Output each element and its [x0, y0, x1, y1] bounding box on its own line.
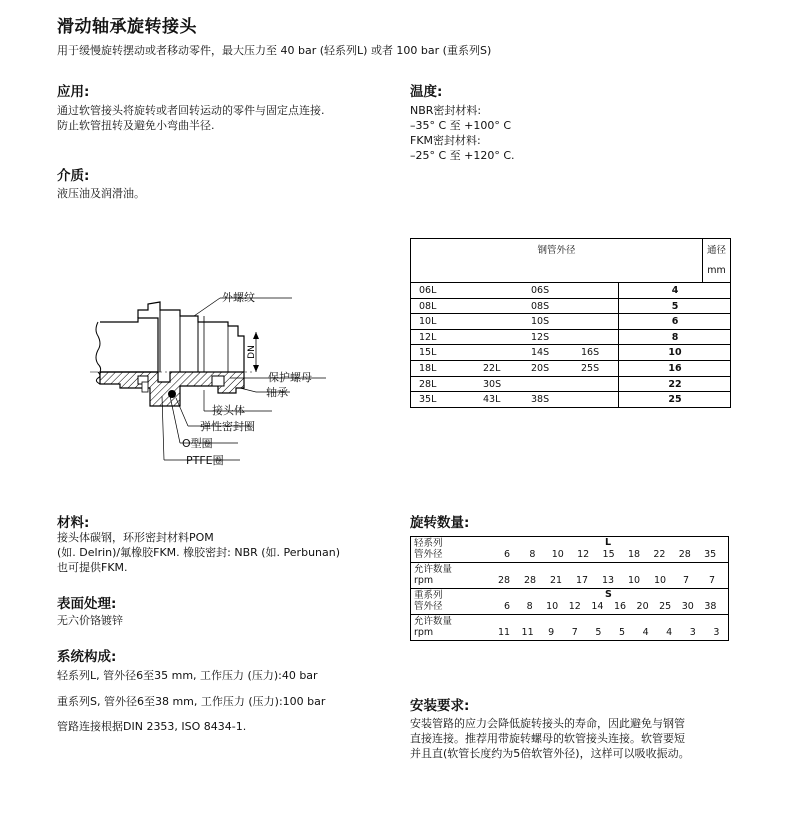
rot-value: 22: [653, 549, 666, 560]
tube-od-cell: 15L: [419, 347, 437, 359]
rot-light-series: L: [605, 537, 612, 548]
rot-value: 9: [548, 627, 555, 638]
rot-heavy-label2: 管外径: [414, 601, 443, 612]
tube-od-cell: 06S: [531, 285, 550, 296]
dn-cell: 8: [618, 330, 731, 345]
rot-value: 8: [529, 549, 536, 560]
rot-value: 13: [601, 575, 615, 586]
tube-od-cell: 10S: [531, 316, 550, 328]
tube-od-cell: 35L: [419, 394, 437, 406]
materials-line: (如. Delrin)/氟橡胶FKM. 橡胶密封: NBR (如. Perbunan): [57, 546, 341, 559]
dn-header: [702, 239, 730, 283]
rot-light-rpm-label2: rpm: [414, 575, 434, 586]
dn-header-unit: mm: [707, 265, 726, 276]
tube-od-cell: 20S: [531, 363, 550, 374]
rot-value: 10: [546, 601, 559, 612]
tube-table-row: [410, 345, 731, 361]
installation-line: 并且直(软管长度约为5倍软管外径)，这样可以吸收振动。: [410, 747, 690, 760]
rot-value: 11: [497, 627, 511, 638]
rot-light-label1: 轻系列: [414, 538, 443, 549]
rot-value: 30: [681, 601, 694, 612]
tube-table-row: [410, 377, 731, 393]
dn-cell: 6: [618, 314, 731, 329]
dn-cell: 5: [618, 299, 731, 314]
rot-value: 12: [577, 549, 590, 560]
dn-cell: 22: [618, 377, 731, 392]
surface-heading: 表面处理:: [57, 596, 117, 612]
tube-od-cell: 22L: [483, 363, 501, 374]
rot-light-tube-row: [411, 537, 728, 563]
tube-table-row: [410, 330, 731, 346]
rot-value: 35: [704, 549, 717, 560]
rot-value: 7: [708, 575, 716, 586]
tube-od-cell: 18L: [419, 363, 437, 374]
rot-heavy-tube-row: [411, 589, 728, 615]
rot-value: 3: [713, 627, 720, 638]
temperature-line: –35° C 至 +100° C: [410, 119, 512, 132]
rot-value: 10: [551, 549, 564, 560]
tube-od-cell: 43L: [483, 394, 501, 406]
rot-value: 12: [568, 601, 581, 612]
rotation-table: [410, 536, 729, 641]
installation-text: [410, 716, 690, 761]
rot-value: 4: [642, 627, 649, 638]
label-o-ring: O型圈: [182, 437, 213, 450]
tube-od-cell: 14S: [531, 347, 550, 359]
application-line: 防止软管扭转及避免小弯曲半径.: [57, 119, 215, 132]
application-line: 通过软管接头将旋转或者回转运动的零件与固定点连接.: [57, 104, 325, 117]
rot-heavy-label: [414, 590, 443, 612]
o-ring-mark: [168, 390, 176, 398]
label-elastic-seal: 弹性密封圈: [200, 420, 255, 433]
dn-label: DN: [247, 345, 257, 359]
temperature-line: NBR密封材料:: [410, 104, 482, 117]
rot-value: 10: [627, 575, 641, 586]
label-ptfe-ring: PTFE圈: [186, 454, 224, 467]
label-nut: 保护螺母: [268, 371, 312, 384]
rot-value: 18: [627, 549, 641, 560]
rotation-heading: 旋转数量:: [410, 515, 470, 531]
tube-table-row: [410, 299, 731, 315]
tube-table-row: [410, 283, 731, 299]
rot-value: 3: [689, 627, 696, 638]
swivel-joint-diagram: [80, 280, 400, 480]
tube-table-header: [411, 239, 731, 283]
tube-od-cell: 16S: [581, 347, 600, 359]
tube-table-row: [410, 361, 731, 377]
rot-value: 6: [503, 549, 511, 560]
rot-heavy-rpm-label2: rpm: [414, 627, 434, 638]
rot-value: 6: [503, 601, 511, 612]
tube-od-cell: 28L: [419, 378, 437, 390]
rot-value: 21: [549, 575, 563, 586]
dn-cell: 25: [618, 392, 731, 407]
temperature-line: FKM密封材料:: [410, 134, 481, 147]
tube-od-cell: 08L: [419, 300, 437, 312]
tube-od-cell: 12S: [531, 331, 550, 343]
system-line-heavy: 重系列S, 管外径6至38 mm, 工作压力 (压力):100 bar: [57, 695, 326, 708]
rot-light-rpm-label: [414, 564, 452, 586]
rot-value: 38: [704, 601, 717, 612]
rot-light-rpm-label1: 允许数量: [414, 564, 453, 575]
rot-heavy-series: S: [605, 589, 612, 600]
medium-text: [57, 186, 145, 201]
system-line-standard: 管路连接根据DIN 2353, ISO 8434-1.: [57, 720, 247, 733]
rot-heavy-rpm-label: [414, 616, 452, 638]
rot-value: 8: [526, 601, 533, 612]
tube-od-cell: 08S: [531, 300, 550, 312]
dn-header-label: 通径: [706, 245, 726, 256]
tube-od-cell: 38S: [531, 394, 550, 406]
installation-heading: 安装要求:: [410, 698, 470, 714]
temperature-text: [410, 103, 515, 163]
dn-cell: 10: [618, 345, 731, 360]
label-outer-thread: 外螺纹: [222, 291, 255, 304]
rot-value: 11: [521, 627, 534, 638]
materials-text: [57, 530, 340, 575]
tube-od-cell: 10L: [419, 316, 437, 328]
rot-value: 14: [591, 601, 604, 612]
materials-line: 接头体碳钢，环形密封材料POM: [57, 531, 214, 544]
rot-value: 28: [523, 575, 537, 586]
tube-od-header: 钢管外径: [411, 239, 703, 283]
rot-value: 7: [682, 575, 690, 586]
rot-value: 16: [613, 601, 627, 612]
surface-text: [57, 613, 123, 628]
system-line-light: 轻系列L, 管外径6至35 mm, 工作压力 (压力):40 bar: [57, 669, 318, 682]
page-subtitle: 用于缓慢旋转摆动或者移动零件，最大压力至 40 bar (轻系列L) 或者 100 bar (重系列S): [57, 44, 492, 57]
installation-line: 直接连接。推荐用带旋转螺母的软管接头连接。软管要短: [410, 732, 685, 745]
application-heading: 应用:: [57, 84, 90, 100]
materials-line: 也可提供FKM.: [57, 561, 128, 574]
tube-table-row: [410, 314, 731, 330]
rot-heavy-rpm-label1: 允许数量: [414, 616, 453, 627]
rot-value: 28: [678, 549, 691, 560]
tube-od-cell: 25S: [581, 363, 600, 374]
tube-size-table: [410, 238, 731, 283]
dn-cell: 16: [618, 361, 731, 376]
rot-value: 10: [653, 575, 667, 586]
label-body: 接头体: [212, 404, 245, 417]
rot-heavy-rpm-row: [411, 615, 728, 640]
tube-od-cell: 06L: [419, 285, 437, 296]
tube-od-cell: 12L: [419, 331, 437, 343]
rot-value: 25: [659, 601, 672, 612]
medium-heading: 介质:: [57, 168, 90, 184]
rot-value: 7: [571, 627, 578, 638]
materials-heading: 材料:: [57, 515, 90, 531]
label-bearing: 轴承: [266, 386, 288, 399]
rot-value: 15: [602, 549, 615, 560]
rot-value: 20: [636, 601, 649, 612]
system-heading: 系统构成:: [57, 649, 117, 665]
rot-value: 4: [666, 627, 673, 638]
temperature-heading: 温度:: [410, 84, 443, 100]
rot-value: 28: [497, 575, 511, 586]
medium-line: 液压油及润滑油。: [57, 187, 145, 200]
rot-light-rpm-row: [411, 563, 728, 589]
rot-heavy-label1: 重系列: [414, 590, 443, 601]
surface-line: 无六价铬镀锌: [57, 614, 123, 627]
tube-od-cell: 30S: [483, 378, 502, 390]
tube-outline: [100, 318, 158, 372]
temperature-line: –25° C 至 +120° C.: [410, 149, 515, 162]
rot-value: 5: [618, 627, 626, 638]
application-text: [57, 103, 325, 133]
page-title: 滑动轴承旋转接头: [57, 17, 197, 37]
installation-line: 安装管路的应力会降低旋转接头的寿命，因此避免与钢管: [410, 717, 685, 730]
rot-light-label: [414, 538, 443, 560]
rot-light-label2: 管外径: [414, 549, 443, 560]
dn-cell: 4: [618, 283, 731, 298]
rot-value: 17: [575, 575, 589, 586]
rot-value: 5: [595, 627, 602, 638]
tube-table-row: [410, 392, 731, 408]
